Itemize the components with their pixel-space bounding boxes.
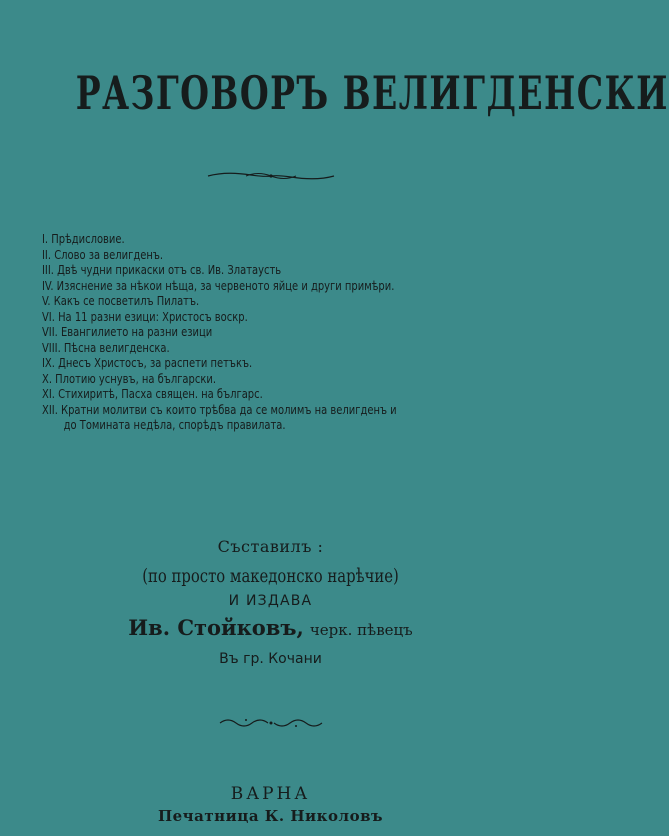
- book-title: РАЗГОВОРЪ ВЕЛИГДЕНСКИ: [75, 66, 669, 120]
- toc-item: VIII. Пѣсна велигденска.: [42, 340, 170, 355]
- toc-item-continuation: до Томината недѣла, спорѣдъ правилата.: [63, 418, 286, 432]
- toc-item: V. Какъ се посветилъ Пилатъ.: [42, 294, 200, 308]
- dialect-note: (по просто македонско нарѣчие): [142, 565, 399, 587]
- ornament-divider: [0, 715, 541, 734]
- author-town: Въ гр. Кочани: [219, 651, 322, 667]
- toc-item: I. Прѣдисловие.: [42, 232, 125, 246]
- toc-item: XI. Стихиритѣ, Пасха священ. на българс.: [42, 387, 263, 401]
- author-line: [0, 615, 541, 640]
- publishes-label: И ИЗДАВА: [228, 593, 313, 609]
- toc-item: VI. На 11 разни езици: Христосъ воскр.: [42, 309, 248, 324]
- author-role: черк. пѣвецъ: [309, 621, 413, 639]
- toc-item: IV. Изяснение за нѣкои нѣща, за червеното яйце и други примѣри.: [42, 278, 395, 293]
- ornament-divider: [0, 168, 541, 187]
- compiled-by-label: Съставилъ :: [217, 537, 324, 556]
- toc-item: X. Плотию уснувъ, на български.: [42, 371, 216, 386]
- table-of-contents: [42, 232, 492, 434]
- printer-name: Печатница К. Николовъ: [157, 807, 384, 825]
- toc-item: VII. Евангилието на разни езици: [42, 325, 213, 339]
- toc-item: III. Двѣ чудни прикаски отъ св. Ив. Златаусть: [42, 263, 282, 277]
- toc-item: XII. Кратни молитви съ които трѣбва да се молимъ на велигденъ и: [42, 402, 397, 417]
- publication-city: ВАРНА: [230, 784, 311, 804]
- author-name: Ив. Стойковъ,: [128, 615, 304, 640]
- toc-item: II. Слово за велигденъ.: [42, 247, 164, 262]
- toc-item: IX. Днесъ Христосъ, за распети петъкъ.: [42, 356, 253, 370]
